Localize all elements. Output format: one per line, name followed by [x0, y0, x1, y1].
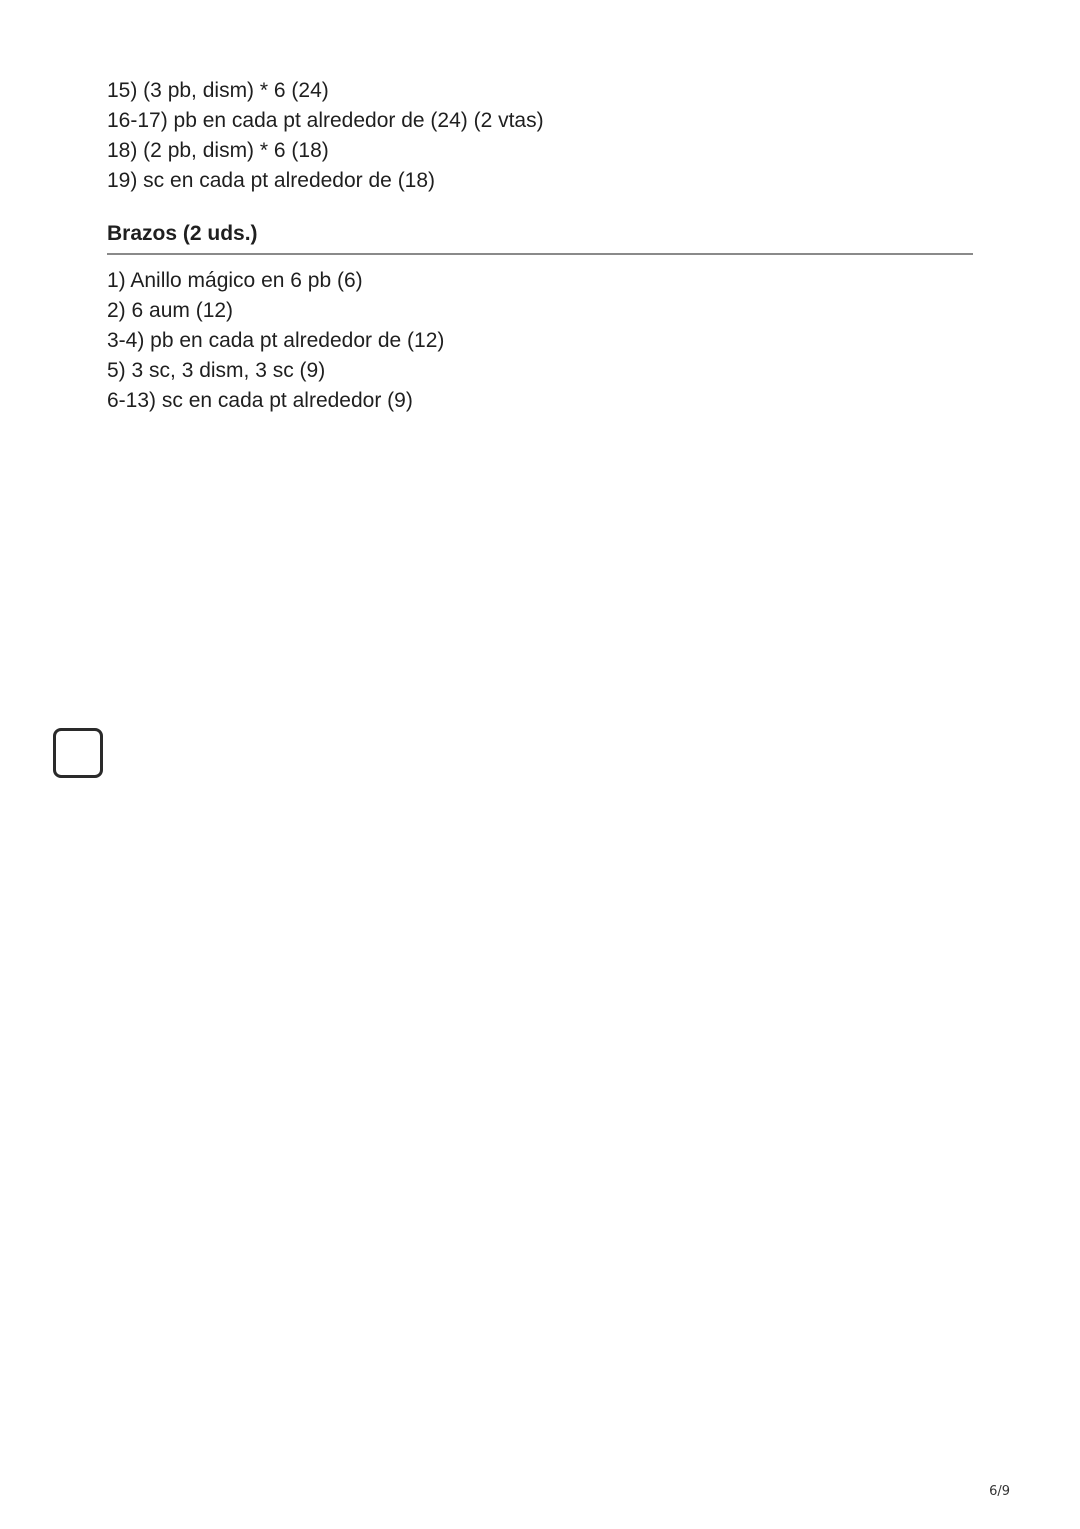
round-line: 1) Anillo mágico en 6 pb (6) — [107, 269, 363, 292]
round-line: 15) (3 pb, dism) * 6 (24) — [107, 79, 329, 102]
round-line: 18) (2 pb, dism) * 6 (18) — [107, 139, 329, 162]
section-divider — [107, 253, 973, 255]
round-line: 6-13) sc en cada pt alrededor (9) — [107, 389, 413, 412]
round-line: 2) 6 aum (12) — [107, 299, 234, 322]
round-line: 5) 3 sc, 3 dism, 3 sc (9) — [107, 359, 326, 382]
pattern-rounds-top — [107, 76, 973, 196]
round-line: 19) sc en cada pt alrededor de (18) — [107, 169, 436, 192]
section-heading-arms: Brazos (2 uds.) — [107, 222, 258, 245]
arms-rounds-list — [107, 266, 973, 416]
checkbox-icon[interactable] — [53, 728, 103, 778]
page-number: 6/9 — [989, 1484, 1010, 1499]
round-line: 16-17) pb en cada pt alrededor de (24) (2 vtas) — [107, 109, 544, 132]
round-line: 3-4) pb en cada pt alrededor de (12) — [107, 329, 445, 352]
